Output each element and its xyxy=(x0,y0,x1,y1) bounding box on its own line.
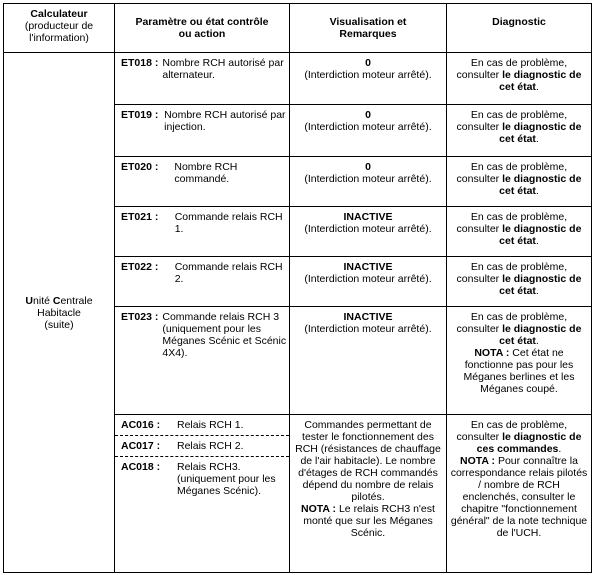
vis-cell xyxy=(290,53,447,105)
param-cell xyxy=(115,157,290,207)
vis-remark: (Interdiction moteur arrêté). xyxy=(304,273,432,285)
calculateur-line3: (suite) xyxy=(44,318,74,331)
vis-value: 0 xyxy=(365,161,371,173)
header-parametre-title: Paramètre ou état contrôle ou action xyxy=(135,16,269,40)
diag-link: le diagnostic de cet état xyxy=(499,69,582,93)
vis-remark: (Interdiction moteur arrêté). xyxy=(304,121,432,133)
action-line xyxy=(115,419,289,436)
state-code: ET018 : xyxy=(121,57,159,69)
vis-value: INACTIVE xyxy=(343,211,393,223)
diag-cell: En cas de problème, consulter le diagnostic de cet état. xyxy=(447,105,592,157)
param-cell xyxy=(115,105,290,157)
diag-prefix: En cas de problème, consulter xyxy=(456,211,568,235)
header-diagnostic-title: Diagnostic xyxy=(492,16,546,28)
diag-link: le diagnostic de ces commandes xyxy=(476,431,582,455)
vis-remark: (Interdiction moteur arrêté). xyxy=(304,173,432,185)
header-visualisation xyxy=(290,4,447,53)
param-text: Nombre RCH commandé. xyxy=(174,161,238,185)
actions-diag-cell: En cas de problème, consulter le diagnostic de ces commandes. NOTA : Pour connaître la correspondance relais pilotés / nombre de RCH enclenchés, consulter le chapitre "fonctionnement général" de la note technique de l'UCH. xyxy=(447,415,592,573)
vis-value: INACTIVE xyxy=(343,261,393,273)
diag-prefix: En cas de problème, consulter xyxy=(456,261,568,285)
calculateur-name-u: U xyxy=(25,294,34,307)
vis-remark: (Interdiction moteur arrêté). xyxy=(304,323,432,335)
table-row xyxy=(4,53,592,105)
vis-remark: (Interdiction moteur arrêté). xyxy=(304,69,432,81)
param-cell xyxy=(115,307,290,415)
header-calculateur xyxy=(4,4,115,53)
action-code: AC017 : xyxy=(121,440,161,452)
action-text: Relais RCH 1. xyxy=(177,419,244,431)
diag-link: le diagnostic de cet état xyxy=(499,223,582,247)
diag-cell: En cas de problème, consulter le diagnostic de cet état. xyxy=(447,207,592,257)
param-text: Commande relais RCH 2. xyxy=(174,261,283,285)
diag-cell: En cas de problème, consulter le diagnostic de cet état. xyxy=(447,53,592,105)
table-header-row xyxy=(4,4,592,53)
state-code: ET022 : xyxy=(121,261,159,273)
action-code: AC018 : xyxy=(121,461,161,473)
header-calculateur-title: Calculateur xyxy=(30,8,88,20)
header-visualisation-title: Visualisation et Remarques xyxy=(329,16,407,40)
diagnostic-table xyxy=(3,3,592,573)
param-text: Commande relais RCH 3 (uniquement pour les Méganes Scénic et Scénic 4X4). xyxy=(162,311,287,359)
diag-prefix: En cas de problème, consulter xyxy=(456,161,568,185)
actions-remark-text: Commandes permettant de tester le fonctionnement des RCH (résistances de chauffage de l'air habitacle). Le nombre d'étages de RCH commandés dépend du nombre de relais pilotés. xyxy=(295,419,441,503)
vis-value: 0 xyxy=(365,57,371,69)
action-line xyxy=(115,461,289,501)
vis-value: INACTIVE xyxy=(343,311,393,323)
action-text: Relais RCH 2. xyxy=(177,440,244,452)
diag-prefix: En cas de problème, consulter xyxy=(456,57,568,81)
action-text: Relais RCH3. (uniquement pour les Méganes Scénic). xyxy=(177,461,276,497)
actions-diag-nota-text: Pour connaître la correspondance relais pilotés / nombre de RCH enclenchés, consulter le chapitre "fonctionnement général" de la note technique de l'UCH. xyxy=(450,455,588,539)
diag-prefix: En cas de problème, consulter xyxy=(456,109,568,133)
calculateur-name-c: C xyxy=(52,294,61,307)
vis-value: 0 xyxy=(365,109,371,121)
nota-text: Cet état ne fonctionne pas pour les Méganes berlines et les Méganes coupé. xyxy=(463,347,575,395)
vis-remark: (Interdiction moteur arrêté). xyxy=(304,223,432,235)
state-code: ET020 : xyxy=(121,161,159,173)
param-cell xyxy=(115,257,290,307)
state-code: ET021 : xyxy=(121,211,159,223)
diag-cell: En cas de problème, consulter le diagnostic de cet état. xyxy=(447,257,592,307)
param-text: Commande relais RCH 1. xyxy=(174,211,283,235)
calculateur-name-nite: nité xyxy=(33,294,53,307)
diag-link: le diagnostic de cet état xyxy=(499,273,582,297)
vis-cell xyxy=(290,207,447,257)
actions-diag-nota-label: NOTA : xyxy=(460,455,496,467)
actions-remark-cell xyxy=(290,415,447,573)
vis-cell xyxy=(290,105,447,157)
param-cell xyxy=(115,53,290,105)
header-diagnostic xyxy=(447,4,592,53)
diag-cell: En cas de problème, consulter le diagnostic de cet état. NOTA : Cet état ne fonctionne pas pour les Méganes berlines et les Méganes coupé. xyxy=(447,307,592,415)
action-line xyxy=(115,440,289,457)
calculateur-cell xyxy=(4,53,115,573)
actions-remark-nota-label: NOTA : xyxy=(301,503,337,515)
header-calculateur-sub: (producteur de l'information) xyxy=(24,20,94,44)
param-text: Nombre RCH autorisé par injection. xyxy=(164,109,286,133)
calculateur-name-entrale: entrale xyxy=(60,294,93,307)
diag-link: le diagnostic de cet état xyxy=(499,121,582,145)
vis-cell xyxy=(290,257,447,307)
state-code: ET023 : xyxy=(121,311,159,323)
nota-label: NOTA : xyxy=(474,347,510,359)
action-code: AC016 : xyxy=(121,419,161,431)
calculateur-line2: Habitacle xyxy=(37,306,81,319)
diag-cell: En cas de problème, consulter le diagnostic de cet état. xyxy=(447,157,592,207)
actions-remark-nota-text: Le relais RCH3 n'est monté que sur les Méganes Scénic. xyxy=(303,503,435,539)
diag-link: le diagnostic de cet état xyxy=(499,173,582,197)
diag-prefix: En cas de problème, consulter xyxy=(456,419,568,443)
state-code: ET019 : xyxy=(121,109,159,121)
diag-link: le diagnostic de cet état xyxy=(499,323,582,347)
actions-cell xyxy=(115,415,290,573)
param-cell xyxy=(115,207,290,257)
vis-cell xyxy=(290,157,447,207)
diag-prefix: En cas de problème, consulter xyxy=(456,311,568,335)
vis-cell xyxy=(290,307,447,415)
param-text: Nombre RCH autorisé par alternateur. xyxy=(162,57,284,81)
header-parametre xyxy=(115,4,290,53)
